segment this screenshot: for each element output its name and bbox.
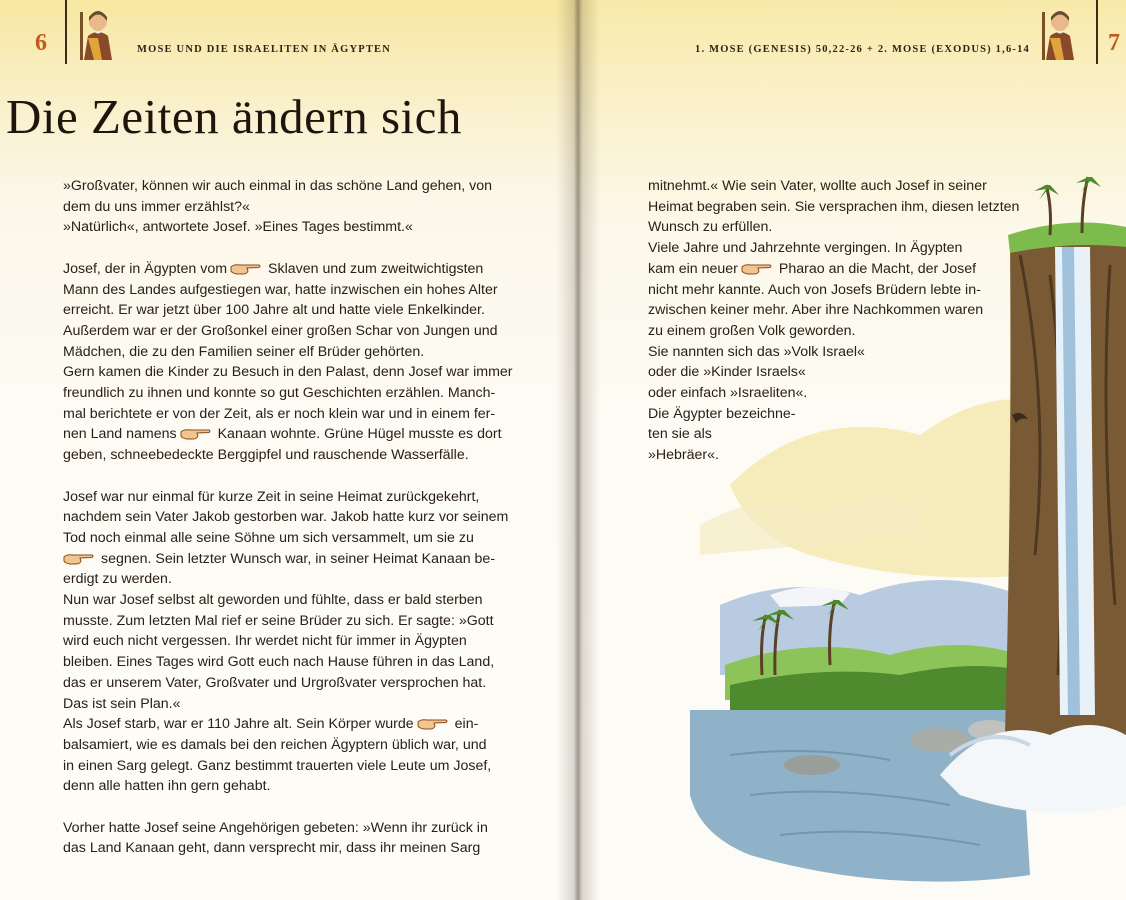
text-line: erreicht. Er war jetzt über 100 Jahre alt und hatte viele Enkelkinder. [63, 302, 485, 319]
text-line: Mädchen, die zu den Familien seiner elf Brüder gehörten. [63, 343, 425, 360]
text-line: Gern kamen die Kinder zu Besuch in den Palast, denn Josef war immer [63, 364, 513, 381]
text-line: mal berichtete er von der Zeit, als er noch klein war und in einem fer- [63, 405, 496, 422]
text-line: nicht mehr kannte. Auch von Josefs Brüdern lebte in- [648, 281, 981, 298]
text-line: Tod noch einmal alle seine Söhne um sich versammelt, um sie zu [63, 529, 474, 546]
pointing-hand-icon [63, 552, 95, 566]
text-line: Josef, der in Ägypten vom Sklaven und zum zweitwichtigsten [63, 260, 484, 277]
text-line: »Großvater, können wir auch einmal in das schöne Land gehen, von [63, 178, 493, 194]
text-line: oder die »Kinder Israels« [648, 364, 806, 381]
text-line: »Hebräer«. [648, 447, 719, 464]
text-line: denn alle hatten ihn gern gehabt. [63, 778, 271, 795]
text-line: Heimat begraben sein. Sie versprachen ihm, diesen letzten [648, 198, 1020, 215]
text-line: erdigt zu werden. [63, 571, 172, 588]
text-line: Vorher hatte Josef seine Angehörigen gebeten: »Wenn ihr zurück in [63, 819, 488, 836]
text-line: balsamiert, wie es damals bei den reichen Ägyptern üblich war, und [63, 736, 487, 753]
pointing-hand-icon [180, 427, 212, 441]
header-rule [65, 0, 67, 64]
body-text-right [648, 176, 1019, 466]
text-line: das er unserem Vater, Großvater und Urgroßvater versprochen hat. [63, 674, 487, 691]
page-number-right: 7 [1108, 30, 1120, 56]
text-line: in einen Sarg gelegt. Ganz bestimmt trauerten viele Leute um Josef, [63, 757, 492, 774]
text-line: bleiben. Eines Tages wird Gott euch nach Hause führen in das Land, [63, 654, 495, 671]
chapter-title: Die Zeiten ändern sich [6, 89, 462, 144]
text-line: musste. Zum letzten Mal rief er seine Brüder zu sich. Er sagte: »Gott [63, 612, 494, 629]
text-line: Das ist sein Plan.« [63, 695, 181, 712]
text-line: Sie nannten sich das »Volk Israel« [648, 343, 865, 360]
bearded-man-icon [1036, 6, 1084, 62]
text-line: »Natürlich«, antwortete Josef. »Eines Tages bestimmt.« [63, 219, 413, 236]
text-line: mitnehmt.« Wie sein Vater, wollte auch Josef in seiner [648, 178, 987, 194]
page-number-left: 6 [35, 30, 47, 56]
text-line: freundlich zu ihnen und konnte so gut Geschichten erzählen. Manch- [63, 385, 496, 402]
text-line: Viele Jahre und Jahrzehnte vergingen. In Ägypten [648, 240, 963, 257]
text-line: ten sie als [648, 426, 712, 443]
body-text-left [63, 176, 513, 859]
text-line: nen Land namens Kanaan wohnte. Grüne Hügel musste es dort [63, 426, 502, 443]
text-line: oder einfach »Israeliten«. [648, 385, 808, 402]
text-line: zu einem großen Volk geworden. [648, 322, 856, 339]
text-line: das Land Kanaan geht, dann versprecht mir, dass ihr meinen Sarg [63, 840, 481, 857]
text-line: Josef war nur einmal für kurze Zeit in seine Heimat zurückgekehrt, [63, 488, 480, 505]
text-line: dem du uns immer erzählst?« [63, 198, 250, 215]
text-line: Wunsch zu erfüllen. [648, 219, 773, 236]
text-line: Außerdem war er der Großonkel einer großen Schar von Jungen und [63, 322, 498, 339]
book-gutter [556, 0, 600, 900]
running-head-right: 1. MOSE (GENESIS) 50,22-26 + 2. MOSE (EXODUS) 1,6-14 [695, 44, 1030, 55]
text-line: geben, schneebedeckte Berggipfel und rauschende Wasserfälle. [63, 447, 469, 464]
text-line: Nun war Josef selbst alt geworden und fühlte, dass er bald sterben [63, 592, 483, 609]
text-line: Die Ägypter bezeichne- [648, 405, 796, 422]
text-line: wird euch nicht vergessen. Ihr werdet nicht für immer in Ägypten [63, 633, 467, 650]
pointing-hand-icon [230, 262, 262, 276]
bearded-man-icon [74, 6, 122, 62]
text-line: Als Josef starb, war er 110 Jahre alt. Sein Körper wurde ein- [63, 716, 479, 733]
text-line: zwischen keiner mehr. Aber ihre Nachkommen waren [648, 302, 984, 319]
header-rule [1096, 0, 1098, 64]
text-line: Mann des Landes aufgestiegen war, hatte inzwischen ein hohes Alter [63, 281, 498, 298]
pointing-hand-icon [417, 717, 449, 731]
text-line: segnen. Sein letzter Wunsch war, in seiner Heimat Kanaan be- [63, 549, 513, 570]
pointing-hand-icon [741, 262, 773, 276]
text-line: kam ein neuer Pharao an die Macht, der Josef [648, 260, 977, 277]
running-head-left: MOSE UND DIE ISRAELITEN IN ÄGYPTEN [137, 44, 392, 55]
text-line: nachdem sein Vater Jakob gestorben war. Jakob hatte kurz vor seinem [63, 509, 509, 526]
